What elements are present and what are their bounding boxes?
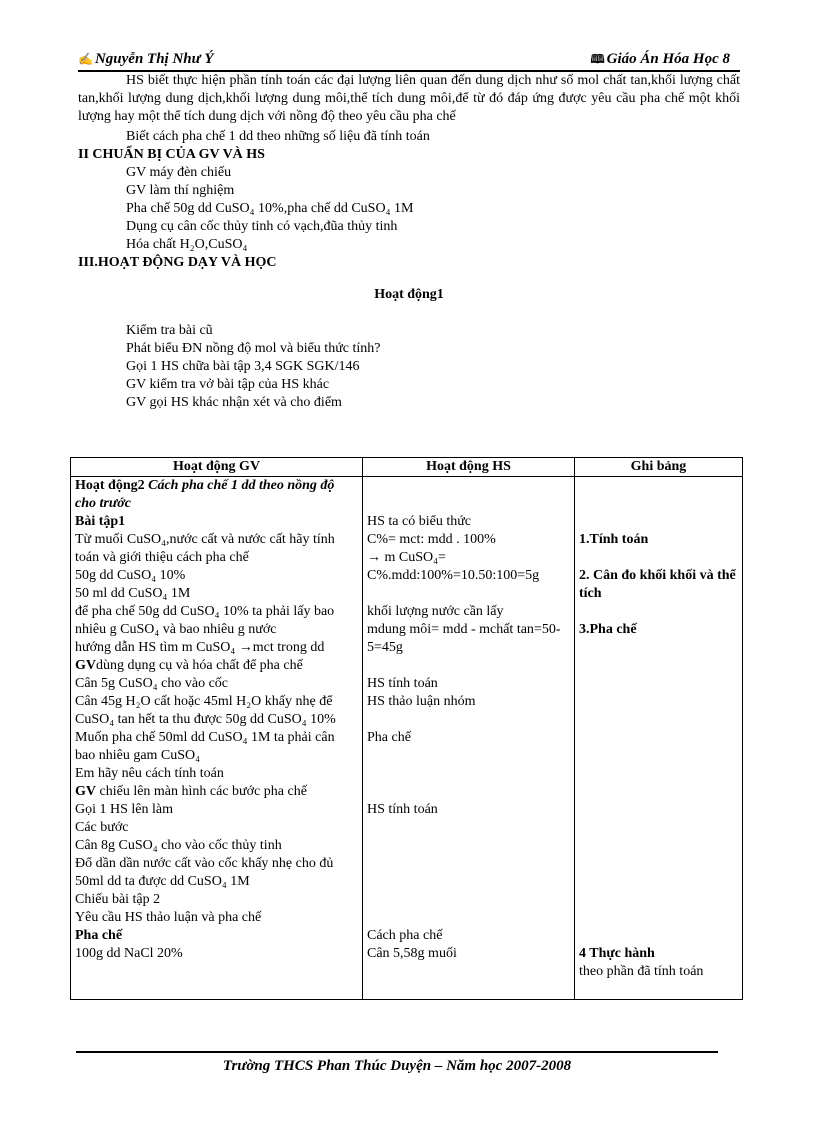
hs-text: HS ta có biểu thức xyxy=(367,514,472,529)
prep-item: Dụng cụ cân cốc thủy tinh có vạch,đũa thủy tinh xyxy=(126,219,398,234)
hs-column xyxy=(363,477,575,1000)
book-icon: 🕮 xyxy=(590,52,605,66)
writing-hand-icon: ✍ xyxy=(78,52,93,66)
gv-column xyxy=(71,477,363,1000)
page-footer: Trường THCS Phan Thúc Duyện – Năm học 2007-2008 xyxy=(222,1058,572,1074)
hs-text: HS tính toán xyxy=(367,676,438,691)
gv-text: 50g dd CuSO₄ 10% xyxy=(75,568,186,583)
document-body xyxy=(78,72,740,412)
prep-item: Pha chế 50g dd CuSO₄ 10%,pha chế dd CuSO₄ 1M xyxy=(126,201,414,216)
gv-text: Cân 45g H₂O cất hoặc 45ml H₂O khấy nhẹ để CuSO₄ tan hết ta thu được 50g dd CuSO₄ 10% xyxy=(75,694,336,727)
gv-text: Cân 5g CuSO₄ cho vào cốc xyxy=(75,676,229,691)
intro-paragraph-2: Biết cách pha chế 1 dd theo những số liệu đã tính toán xyxy=(126,129,430,144)
column-header-hs: Hoạt động HS xyxy=(363,458,575,477)
mixing-label: Pha chế xyxy=(75,928,123,943)
header-author xyxy=(78,50,214,68)
hs-text: Cách pha chế xyxy=(367,928,443,943)
gv-text: GV chiếu lên màn hình các bước pha chế xyxy=(75,784,307,799)
activity-item: GV gọi HS khác nhận xét và cho điểm xyxy=(126,395,342,410)
gv-text: hướng dẫn HS tìm m CuSO₄ →mct trong dd xyxy=(75,640,325,655)
hs-text: C%= mct: mdd . 100% xyxy=(367,532,496,547)
gv-text: Yêu cầu HS thảo luận và pha chế xyxy=(75,910,262,925)
board-text: 2. Cân đo khối khối và thể tích xyxy=(579,568,736,601)
prep-item: GV máy đèn chiếu xyxy=(126,165,232,180)
gv-text: Đổ dần dần nước cất vào cốc khấy nhẹ cho đủ 50ml dd ta được dd CuSO₄ 1M xyxy=(75,856,334,889)
prep-item: GV làm thí nghiệm xyxy=(126,183,235,198)
gv-text: Em hãy nêu cách tính toán xyxy=(75,766,224,781)
activity-item: Phát biểu ĐN nồng độ mol và biểu thức tính? xyxy=(126,341,381,356)
board-text: 1.Tính toán xyxy=(579,532,649,547)
hs-text: mdung môi= mdd - mchất tan=50-5=45g xyxy=(367,622,561,655)
author-name: Nguyễn Thị Như Ý xyxy=(94,51,214,67)
intro-paragraph: HS biết thực hiện phần tính toán các đại lượng liên quan đến dung dịch như số mol chất tan,khối lượng chất tan,khối lượng dung dịch,khối lượng dung môi,thể tích dung môi,để từ đó đáp ứng được yêu cầu pha chế một khối lượng hay một thể tích dung dịch với nồng độ theo yêu cầu pha chế xyxy=(78,73,740,124)
lesson-table xyxy=(70,457,743,1000)
hs-text: HS tính toán xyxy=(367,802,438,817)
gv-text: Gọi 1 HS lên làm xyxy=(75,802,173,817)
activity-item: Gọi 1 HS chữa bài tập 3,4 SGK SGK/146 xyxy=(126,359,360,374)
table-row xyxy=(71,477,743,1000)
hs-text: → m CuSO₄= xyxy=(367,550,446,565)
hs-text: C%.mdd:100%=10.50:100=5g xyxy=(367,568,540,583)
column-header-board: Ghi bảng xyxy=(575,458,743,477)
gv-text: 50 ml dd CuSO₄ 1M xyxy=(75,586,191,601)
table-header-row xyxy=(71,458,743,477)
hs-text: HS thảo luận nhóm xyxy=(367,694,476,709)
board-text: 3.Pha chế xyxy=(579,622,637,637)
gv-text: Từ muối CuSO₄,nước cất và nước cất hãy tính toán và giới thiệu cách pha chế xyxy=(75,532,335,565)
board-text: theo phần đã tính toán xyxy=(579,964,704,979)
activity-item: Kiểm tra bài cũ xyxy=(126,323,213,338)
section-2-heading: II CHUẨN BỊ CỦA GV VÀ HS xyxy=(78,147,265,162)
hs-text: Cân 5,58g muối xyxy=(367,946,457,961)
gv-text: Các bước xyxy=(75,820,129,835)
gv-text: Cân 8g CuSO₄ cho vào cốc thủy tinh xyxy=(75,838,282,853)
header-title xyxy=(591,50,731,68)
activity-item: GV kiểm tra vở bài tập của HS khác xyxy=(126,377,330,392)
footer-divider xyxy=(76,1051,718,1053)
activity-1-title: Hoạt động1 xyxy=(374,287,444,302)
document-title: Giáo Án Hóa Học 8 xyxy=(606,51,730,67)
hs-text: khối lượng nước cần lấy xyxy=(367,604,504,619)
page-header xyxy=(78,48,740,72)
gv-text: 100g dd NaCl 20% xyxy=(75,946,183,961)
gv-text: Chiếu bài tập 2 xyxy=(75,892,161,907)
section-3-heading: III.HOẠT ĐỘNG DẠY VÀ HỌC xyxy=(78,255,277,270)
exercise-1-label: Bài tập1 xyxy=(75,514,126,529)
hs-text: Pha chế xyxy=(367,730,411,745)
gv-text: để pha chế 50g dd CuSO₄ 10% ta phải lấy bao nhiêu g CuSO₄ và bao nhiêu g nước xyxy=(75,604,335,637)
board-column xyxy=(575,477,743,1000)
prep-item: Hóa chất H₂O,CuSO₄ xyxy=(126,237,248,252)
gv-text: Muốn pha chế 50ml dd CuSO₄ 1M ta phải cân bao nhiêu gam CuSO₄ xyxy=(75,730,335,763)
activity-2-heading: Hoạt động2 Cách pha chế 1 dd theo nồng độ cho trước xyxy=(75,478,335,511)
column-header-gv: Hoạt động GV xyxy=(71,458,363,477)
gv-text: GVdùng dụng cụ và hóa chất để pha chế xyxy=(75,658,303,673)
board-text: 4 Thực hành xyxy=(579,946,655,961)
